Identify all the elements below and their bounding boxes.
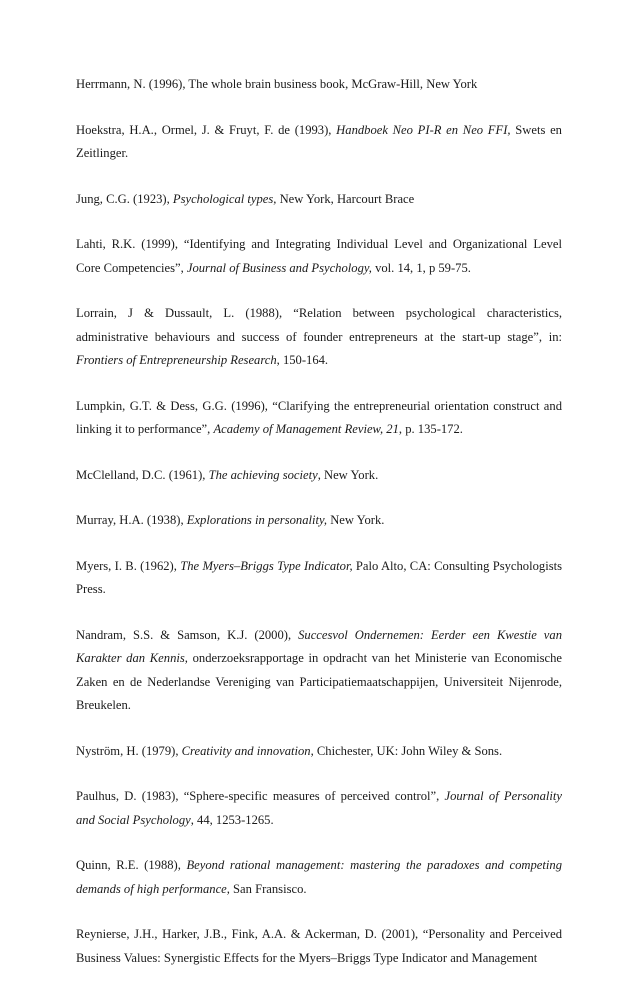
reference-text: Lahti, R.K. (1999), “Identifying and Integrating Individual Level and Organizational Level Core Competencies”,: [76, 237, 562, 275]
reference-list: [76, 73, 562, 992]
reference-title: Journal of Business and Psychology,: [186, 260, 372, 275]
reference-text: New York, Harcourt Brace: [276, 191, 415, 206]
reference-entry: [76, 73, 562, 97]
reference-title: Beyond rational management: mastering the paradoxes and competing demands of high performance,: [76, 858, 562, 896]
reference-title: Academy of Management Review, 21: [213, 422, 399, 436]
reference-text: , 150-164.: [276, 353, 329, 367]
reference-entry: [76, 509, 562, 533]
reference-entry: [76, 395, 562, 442]
reference-title: Explorations in personality,: [186, 513, 328, 527]
reference-title: Handboek Neo PI-R en Neo FFI,: [336, 122, 511, 137]
reference-entry: [76, 785, 562, 832]
reference-title: Frontiers of Entrepreneurship Research: [76, 353, 277, 367]
reference-text: Herrmann, N. (1996), The whole brain business book, McGraw-Hill, New York: [76, 77, 478, 91]
reference-text: Lumpkin, G.T. & Dess, G.G. (1996), “Clarifying the entrepreneurial orientation construct and linking it to performance”,: [76, 398, 562, 436]
reference-entry: [76, 119, 562, 166]
reference-entry: [76, 923, 562, 970]
reference-text: onderzoeksrapportage in opdracht van het Ministerie van Economische Zaken en de Nederlandse Vereniging van Participatiemaatschappijen, Universiteit Nijenrode, Breukelen.: [76, 651, 562, 712]
reference-title: Journal of Personality and Social Psychology: [76, 789, 562, 827]
reference-text: Hoekstra, H.A., Ormel, J. & Fruyt, F. de (1993),: [76, 122, 337, 137]
reference-entry: [76, 740, 562, 764]
reference-text: Quinn, R.E. (1988),: [76, 858, 187, 872]
reference-text: Paulhus, D. (1983), “Sphere-specific measures of perceived control”,: [76, 789, 445, 803]
reference-entry: [76, 302, 562, 373]
reference-text: , p. 135-172.: [398, 422, 463, 436]
reference-text: Nyström, H. (1979),: [76, 743, 182, 758]
reference-entry: [76, 464, 562, 488]
reference-text: , 44, 1253-1265.: [190, 812, 274, 827]
reference-text: Reynierse, J.H., Harker, J.B., Fink, A.A. & Ackerman, D. (2001), “Personality and Perceived Business Values: Synergistic Effects for the Myers–Briggs Type Indicator and Management: [76, 927, 562, 965]
reference-text: Nandram, S.S. & Samson, K.J. (2000),: [76, 627, 299, 642]
reference-text: Lorrain, J & Dussault, L. (1988), “Relation between psychological characteristics, administrative behaviours and success of founder entrepreneurs at the start-up stage”, in:: [76, 306, 562, 344]
reference-text: vol. 14, 1, p 59-75.: [371, 260, 471, 275]
reference-text: Myers, I. B. (1962),: [76, 558, 181, 573]
reference-text: New York.: [327, 513, 385, 527]
reference-text: Jung, C.G. (1923),: [76, 191, 173, 206]
reference-text: , New York.: [317, 467, 379, 482]
reference-entry: [76, 233, 562, 280]
reference-entry: [76, 555, 562, 602]
reference-title: The Myers–Briggs Type Indicator,: [180, 558, 353, 573]
reference-title: Succesvol Ondernemen: Eerder een Kwestie van Karakter dan Kennis,: [76, 627, 562, 665]
reference-title: The achieving society: [208, 467, 318, 482]
reference-entry: [76, 188, 562, 212]
reference-entry: [76, 624, 562, 718]
reference-text: San Fransisco.: [229, 881, 307, 896]
reference-text: Swets en Zeitlinger.: [76, 122, 562, 160]
reference-text: Murray, H.A. (1938),: [76, 513, 187, 527]
reference-entry: [76, 854, 562, 901]
reference-text: Palo Alto, CA: Consulting Psychologists Press.: [76, 558, 562, 596]
reference-text: McClelland, D.C. (1961),: [76, 467, 209, 482]
reference-text: Chichester, UK: John Wiley & Sons.: [313, 743, 503, 758]
reference-title: Psychological types,: [172, 191, 277, 206]
reference-title: Creativity and innovation,: [181, 743, 314, 758]
